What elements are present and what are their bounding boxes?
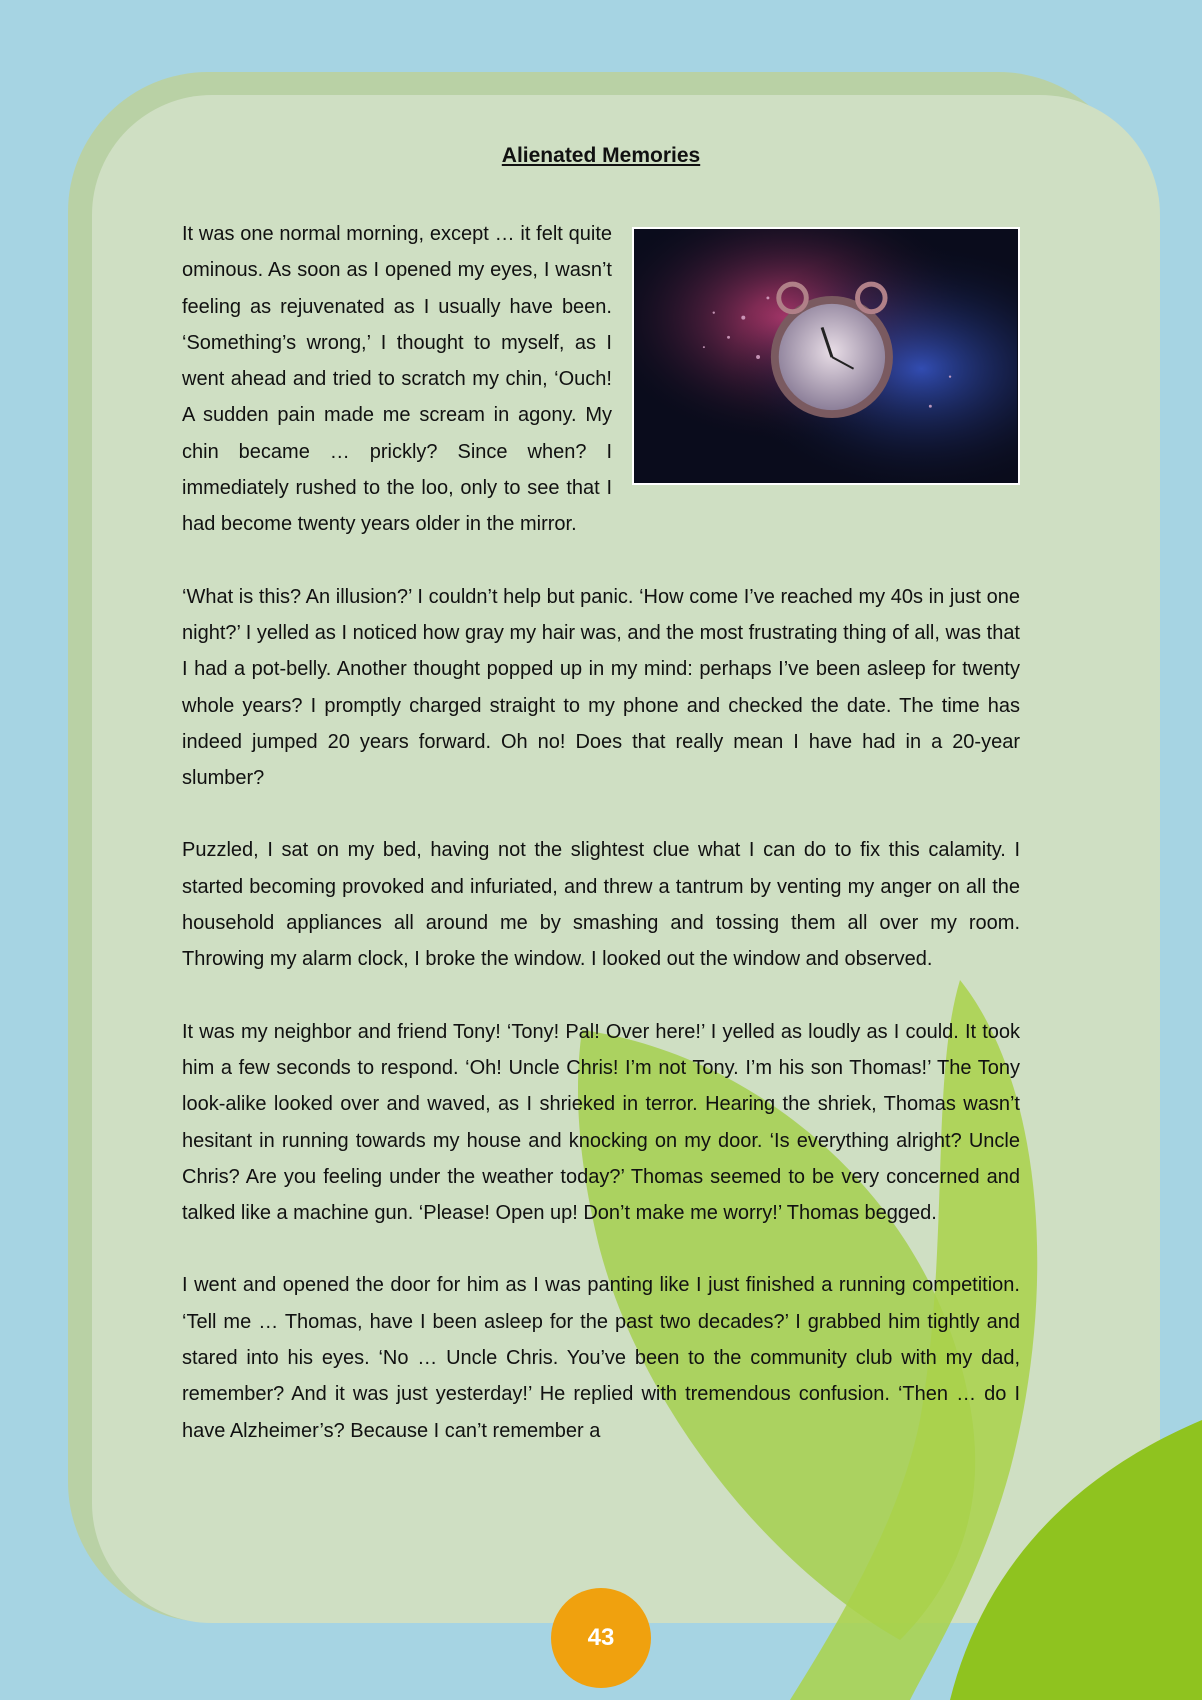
paragraph-2: ‘What is this? An illusion?’ I couldn’t help but panic. ‘How come I’ve reached my 40s in just one night?’ I yelled as I noticed how gray my hair was, and the most frustrating thing of all, was that I had a pot-belly. Another thought popped up in my mind: perhaps I’ve been asleep for twenty whole years? I promptly charged straight to my phone and checked the date. The time has indeed jumped 20 years forward. Oh no! Does that really mean I have had in a 20-year slumber?: [182, 585, 1020, 790]
page-number-badge: 43: [551, 1588, 651, 1688]
paragraph-5: I went and opened the door for him as I was panting like I just finished a running competition. ‘Tell me … Thomas, have I been asleep for the past two decades?’ I grabbed him tightly and stared into his eyes. ‘No … Uncle Chris. You’ve been to the community club with my dad, remember? And it was just yesterday!’ He replied with tremendous confusion. ‘Then … do I have Alzheimer’s? Because I can’t remember a: [182, 1274, 1020, 1442]
article-title: Alienated Memories: [501, 144, 701, 167]
paragraph-1: It was one normal morning, except … it felt quite ominous. As soon as I opened my eyes, I wasn’t feeling as rejuvenated as I usually have been. ‘Something’s wrong,’ I thought to myself, as I went ahead and tried to scratch my chin, ‘Ouch! A sudden pain made me scream in agony. My chin became … prickly? Since when? I immediately rushed to the loo, only to see that I had become twenty years older in the mirror.: [182, 223, 612, 536]
alarm-clock-image: [632, 227, 1020, 485]
paragraph-4: It was my neighbor and friend Tony! ‘Tony! Pal! Over here!’ I yelled as loudly as I could. It took him a few seconds to respond. ‘Oh! Uncle Chris! I’m not Tony. I’m his son Thomas!’ The Tony look-alike looked over and waved, as I shrieked in terror. Hearing the shriek, Thomas wasn’t hesitant in running towards my house and knocking on my door. ‘Is everything alright? Uncle Chris? Are you feeling under the weather today?’ Thomas seemed to be very concerned and talked like a machine gun. ‘Please! Open up! Don’t make me worry!’ Thomas begged.: [182, 1020, 1020, 1225]
article-body: [182, 216, 1020, 1485]
paragraph-3: Puzzled, I sat on my bed, having not the slightest clue what I can do to fix this calamity. I started becoming provoked and infuriated, and threw a tantrum by venting my anger on all the household appliances all around me by smashing and tossing them all over my room. Throwing my alarm clock, I broke the window. I looked out the window and observed.: [182, 839, 1020, 971]
